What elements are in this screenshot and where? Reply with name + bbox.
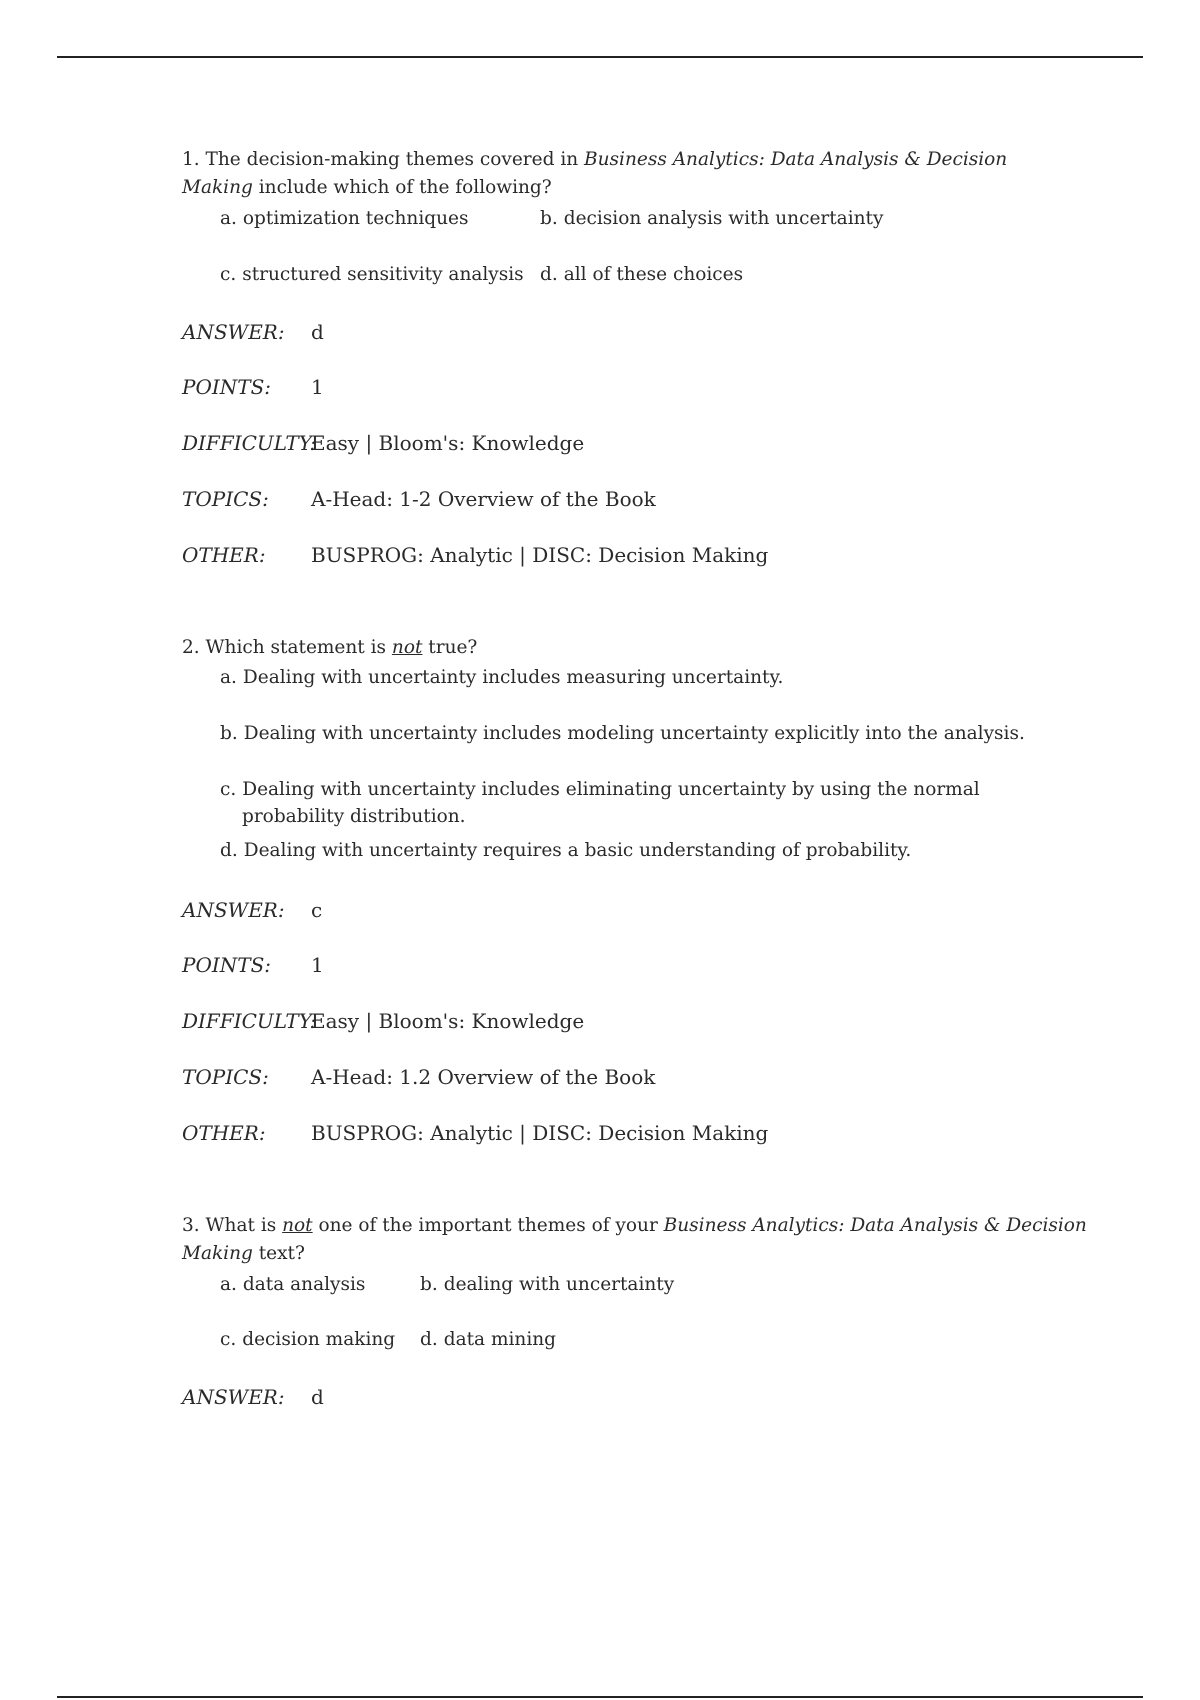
topics-value: A-Head: 1-2 Overview of the Book	[311, 487, 656, 511]
answer-value: d	[311, 320, 324, 344]
footer-rule	[57, 1696, 1143, 1698]
question-number: 2.	[182, 637, 200, 658]
question-2-stem: 2. Which statement is not true?	[182, 637, 478, 658]
points-value: 1	[311, 375, 324, 399]
answer-label: ANSWER:	[182, 320, 285, 344]
question-2-option-c-line2: probability distribution.	[242, 806, 466, 827]
question-1-option-d: d. all of these choices	[540, 264, 744, 285]
difficulty-label: DIFFICULTY:	[182, 1009, 317, 1033]
other-value: BUSPROG: Analytic | DISC: Decision Making	[311, 543, 769, 567]
question-2-option-b: b. Dealing with uncertainty includes modeling uncertainty explicitly into the analysis.	[220, 723, 1025, 744]
question-1-option-c: c. structured sensitivity analysis	[220, 264, 524, 285]
question-3-stem: 3. What is not one of the important themes of your Business Analytics: Data Analysis & Decision	[182, 1215, 1087, 1236]
difficulty-label: DIFFICULTY:	[182, 431, 317, 455]
question-number: 1.	[182, 149, 200, 170]
question-1-stem-line2: Making include which of the following?	[182, 177, 552, 198]
question-3-option-d: d. data mining	[420, 1329, 556, 1350]
other-value: BUSPROG: Analytic | DISC: Decision Making	[311, 1121, 769, 1145]
topics-value: A-Head: 1.2 Overview of the Book	[311, 1065, 656, 1089]
answer-value: c	[311, 898, 323, 922]
points-value: 1	[311, 953, 324, 977]
question-3-option-a: a. data analysis	[220, 1274, 366, 1295]
points-label: POINTS:	[182, 953, 272, 977]
answer-value: d	[311, 1385, 324, 1409]
question-2-option-a: a. Dealing with uncertainty includes measuring uncertainty.	[220, 667, 784, 688]
answer-label: ANSWER:	[182, 1385, 285, 1409]
question-1-stem: 1. The decision-making themes covered in Business Analytics: Data Analysis & Decision	[182, 149, 1008, 170]
question-1-option-a: a. optimization techniques	[220, 208, 469, 229]
other-label: OTHER:	[182, 1121, 266, 1145]
question-number: 3.	[182, 1215, 200, 1236]
topics-label: TOPICS:	[182, 487, 269, 511]
question-3-stem-line2: Making text?	[182, 1243, 305, 1264]
other-label: OTHER:	[182, 543, 266, 567]
question-2-option-d: d. Dealing with uncertainty requires a basic understanding of probability.	[220, 840, 912, 861]
topics-label: TOPICS:	[182, 1065, 269, 1089]
difficulty-value: Easy | Bloom's: Knowledge	[311, 431, 585, 455]
points-label: POINTS:	[182, 375, 272, 399]
question-1-option-b: b. decision analysis with uncertainty	[540, 208, 884, 229]
difficulty-value: Easy | Bloom's: Knowledge	[311, 1009, 585, 1033]
question-2-option-c: c. Dealing with uncertainty includes eliminating uncertainty by using the normal	[220, 779, 980, 800]
answer-label: ANSWER:	[182, 898, 285, 922]
question-3-option-c: c. decision making	[220, 1329, 396, 1350]
question-3-option-b: b. dealing with uncertainty	[420, 1274, 675, 1295]
header-rule	[57, 56, 1143, 58]
